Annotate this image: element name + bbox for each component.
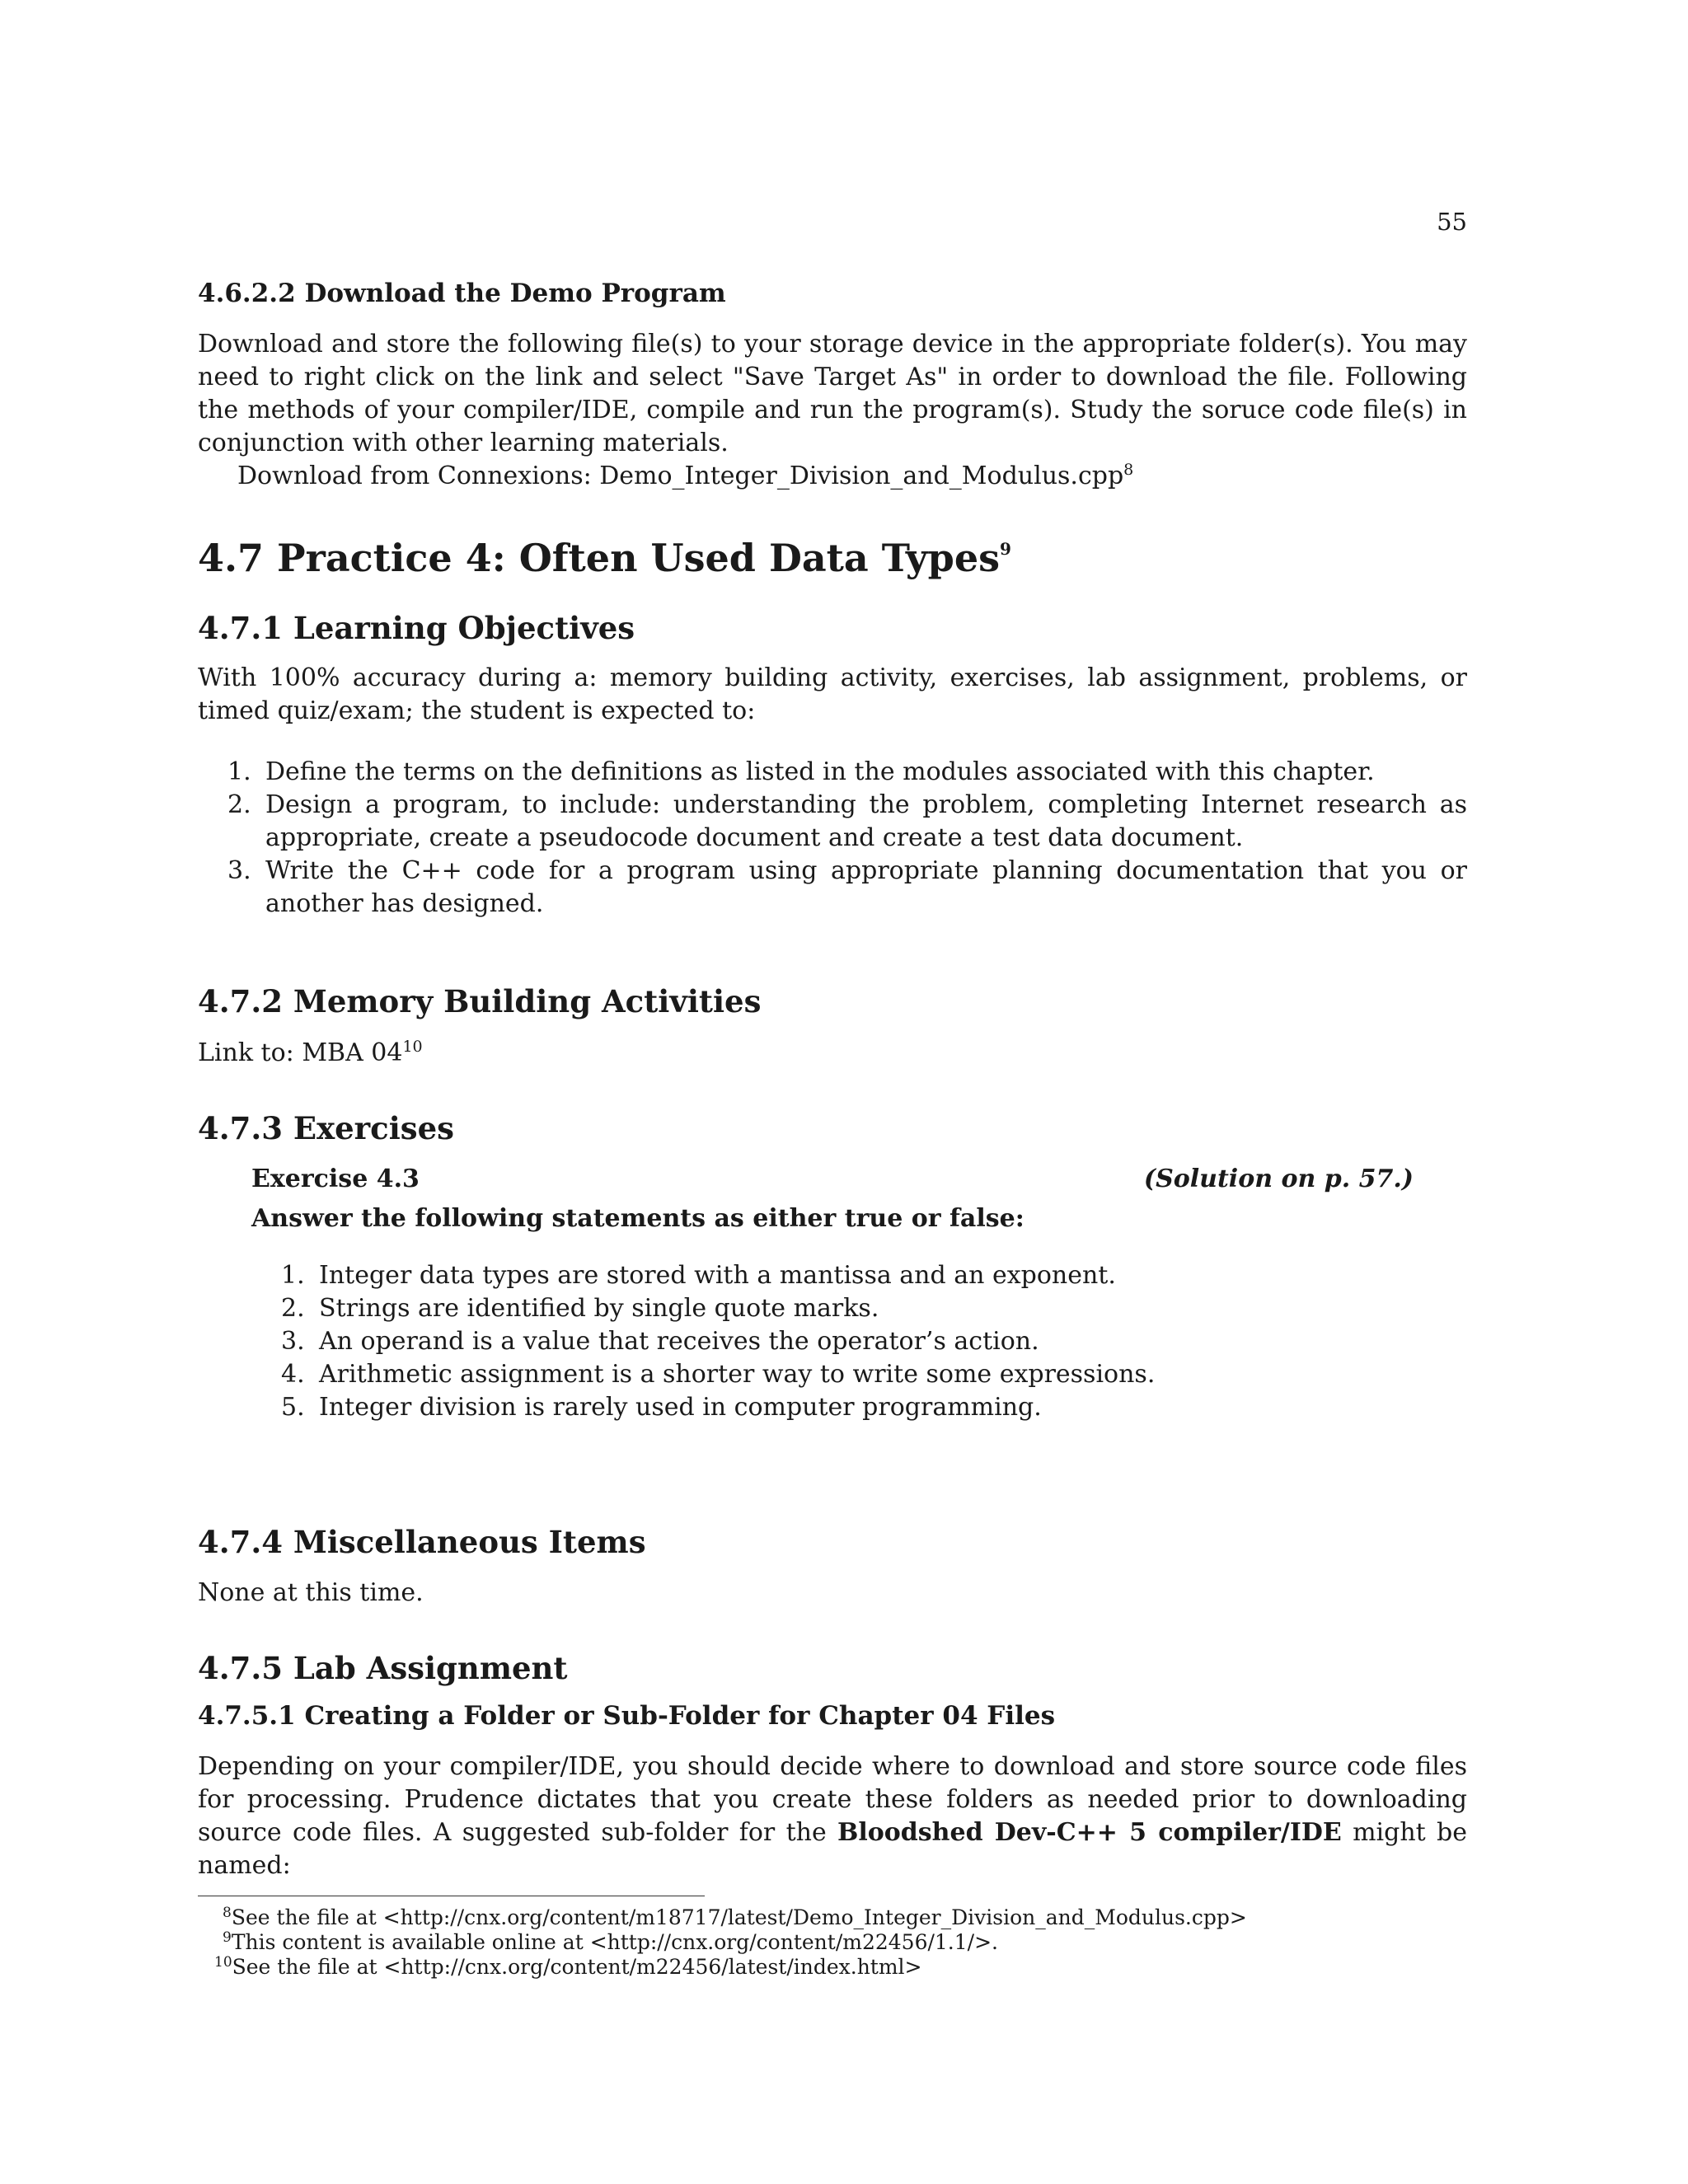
footnote-number: 10 [214, 1954, 232, 1971]
download-link[interactable]: Download from Connexions: Demo_Integer_Division_and_Modulus.cpp [237, 462, 1124, 490]
footnote-8 [223, 1905, 1247, 1930]
list-item-text: Integer data types are stored with a mantissa and an exponent. [319, 1261, 1116, 1290]
list-item [251, 1391, 1467, 1424]
lab-folder-paragraph [198, 1750, 1467, 1882]
exercise-header [251, 1165, 1414, 1193]
section-heading-learning-objectives: 4.7.1 Learning Objectives [198, 610, 635, 646]
list-item [198, 756, 1467, 789]
list-item-text: Arithmetic assignment is a shorter way to write some expressions. [319, 1360, 1156, 1389]
section-heading-exercises: 4.7.3 Exercises [198, 1110, 454, 1146]
footnote-number: 8 [223, 1905, 232, 1921]
footnote-number: 9 [223, 1929, 232, 1946]
section-heading-memory-building: 4.7.2 Memory Building Activities [198, 983, 762, 1019]
exercise-instruction: Answer the following statements as either true or false: [251, 1204, 1025, 1233]
list-item-number: 2. [281, 1294, 305, 1323]
exercise-title: Exercise 4.3 [251, 1165, 420, 1193]
list-item-number: 3. [227, 856, 251, 885]
page-number: 55 [1437, 208, 1467, 236]
download-line [237, 460, 1133, 493]
list-item [198, 789, 1467, 855]
mba-link-line [198, 1037, 423, 1070]
footnote-text[interactable]: See the file at <http://cnx.org/content/m22456/latest/index.html> [232, 1955, 922, 1979]
list-item-number: 1. [227, 757, 251, 786]
solution-link[interactable]: (Solution on p. 57.) [1143, 1165, 1414, 1193]
list-item-text: Strings are identified by single quote marks. [319, 1294, 879, 1323]
subsection-heading-creating-folder: 4.7.5.1 Creating a Folder or Sub-Folder for Chapter 04 Files [198, 1701, 1056, 1731]
list-item-number: 3. [281, 1327, 305, 1356]
list-item [251, 1292, 1467, 1325]
section-title-text: 4.7 Practice 4: Often Used Data Types [198, 536, 1000, 580]
list-item-text: An operand is a value that receives the operator’s action. [319, 1327, 1039, 1356]
objectives-list [198, 756, 1467, 921]
lab-paragraph-bold: Bloodshed Dev-C++ 5 compiler/IDE [837, 1818, 1342, 1847]
list-item [251, 1325, 1467, 1358]
footnote-ref-10[interactable]: 10 [402, 1038, 423, 1056]
list-item-number: 4. [281, 1360, 305, 1389]
footnote-text[interactable]: See the file at <http://cnx.org/content/m18717/latest/Demo_Integer_Division_and_Modulus.cpp> [231, 1905, 1247, 1929]
document-page [198, 0, 1467, 2184]
footnote-text[interactable]: This content is available online at <http://cnx.org/content/m22456/1.1/>. [231, 1930, 998, 1954]
footnote-ref-8[interactable]: 8 [1123, 461, 1134, 479]
section-heading-lab-assignment: 4.7.5 Lab Assignment [198, 1650, 568, 1686]
list-item-text: Write the C++ code for a program using appropriate planning documentation that you or another has designed. [265, 856, 1467, 918]
list-item-text: Design a program, to include: understanding the problem, completing Internet research as appropriate, create a pseudocode document and create a test data document. [265, 790, 1467, 852]
misc-items-text: None at this time. [198, 1578, 424, 1607]
list-item-text: Integer division is rarely used in computer programming. [319, 1393, 1042, 1422]
mba-link[interactable]: Link to: MBA 04 [198, 1038, 403, 1067]
lab-paragraph-end: might be named: [198, 1818, 1468, 1880]
list-item [251, 1259, 1467, 1292]
list-item [198, 855, 1467, 921]
section-heading-misc-items: 4.7.4 Miscellaneous Items [198, 1524, 646, 1560]
section-heading-4-6-2-2: 4.6.2.2 Download the Demo Program [198, 279, 726, 308]
list-item [251, 1358, 1467, 1391]
objectives-intro-paragraph: With 100% accuracy during a: memory building activity, exercises, lab assignment, problems, or timed quiz/exam; the student is expected to: [198, 663, 1467, 725]
list-item-number: 2. [227, 790, 251, 819]
footnote-ref-9[interactable]: 9 [1000, 539, 1011, 559]
list-item-number: 5. [281, 1393, 305, 1422]
list-item-text: Define the terms on the definitions as listed in the modules associated with this chapter. [265, 757, 1375, 786]
exercise-statements-list [251, 1259, 1467, 1424]
download-instructions-paragraph: Download and store the following file(s) to your storage device in the appropriate folder(s). You may need to right click on the link and select "Save Target As" in order to download the file. Following the methods of your compiler/IDE, compile and run the program(s). Study the soruce code file(s) in conjunction with other learning materials. [198, 330, 1467, 457]
footnote-10 [214, 1955, 922, 1980]
lab-paragraph-text: Depending on your compiler/IDE, you should decide where to download and store source code files for processing. Prudence dictates that you create these folders as needed prior to downloading source code files. A suggested sub-folder for the [198, 1752, 1467, 1847]
footnote-9 [223, 1930, 998, 1955]
list-item-number: 1. [281, 1261, 305, 1290]
chapter-section-title [198, 536, 1011, 580]
